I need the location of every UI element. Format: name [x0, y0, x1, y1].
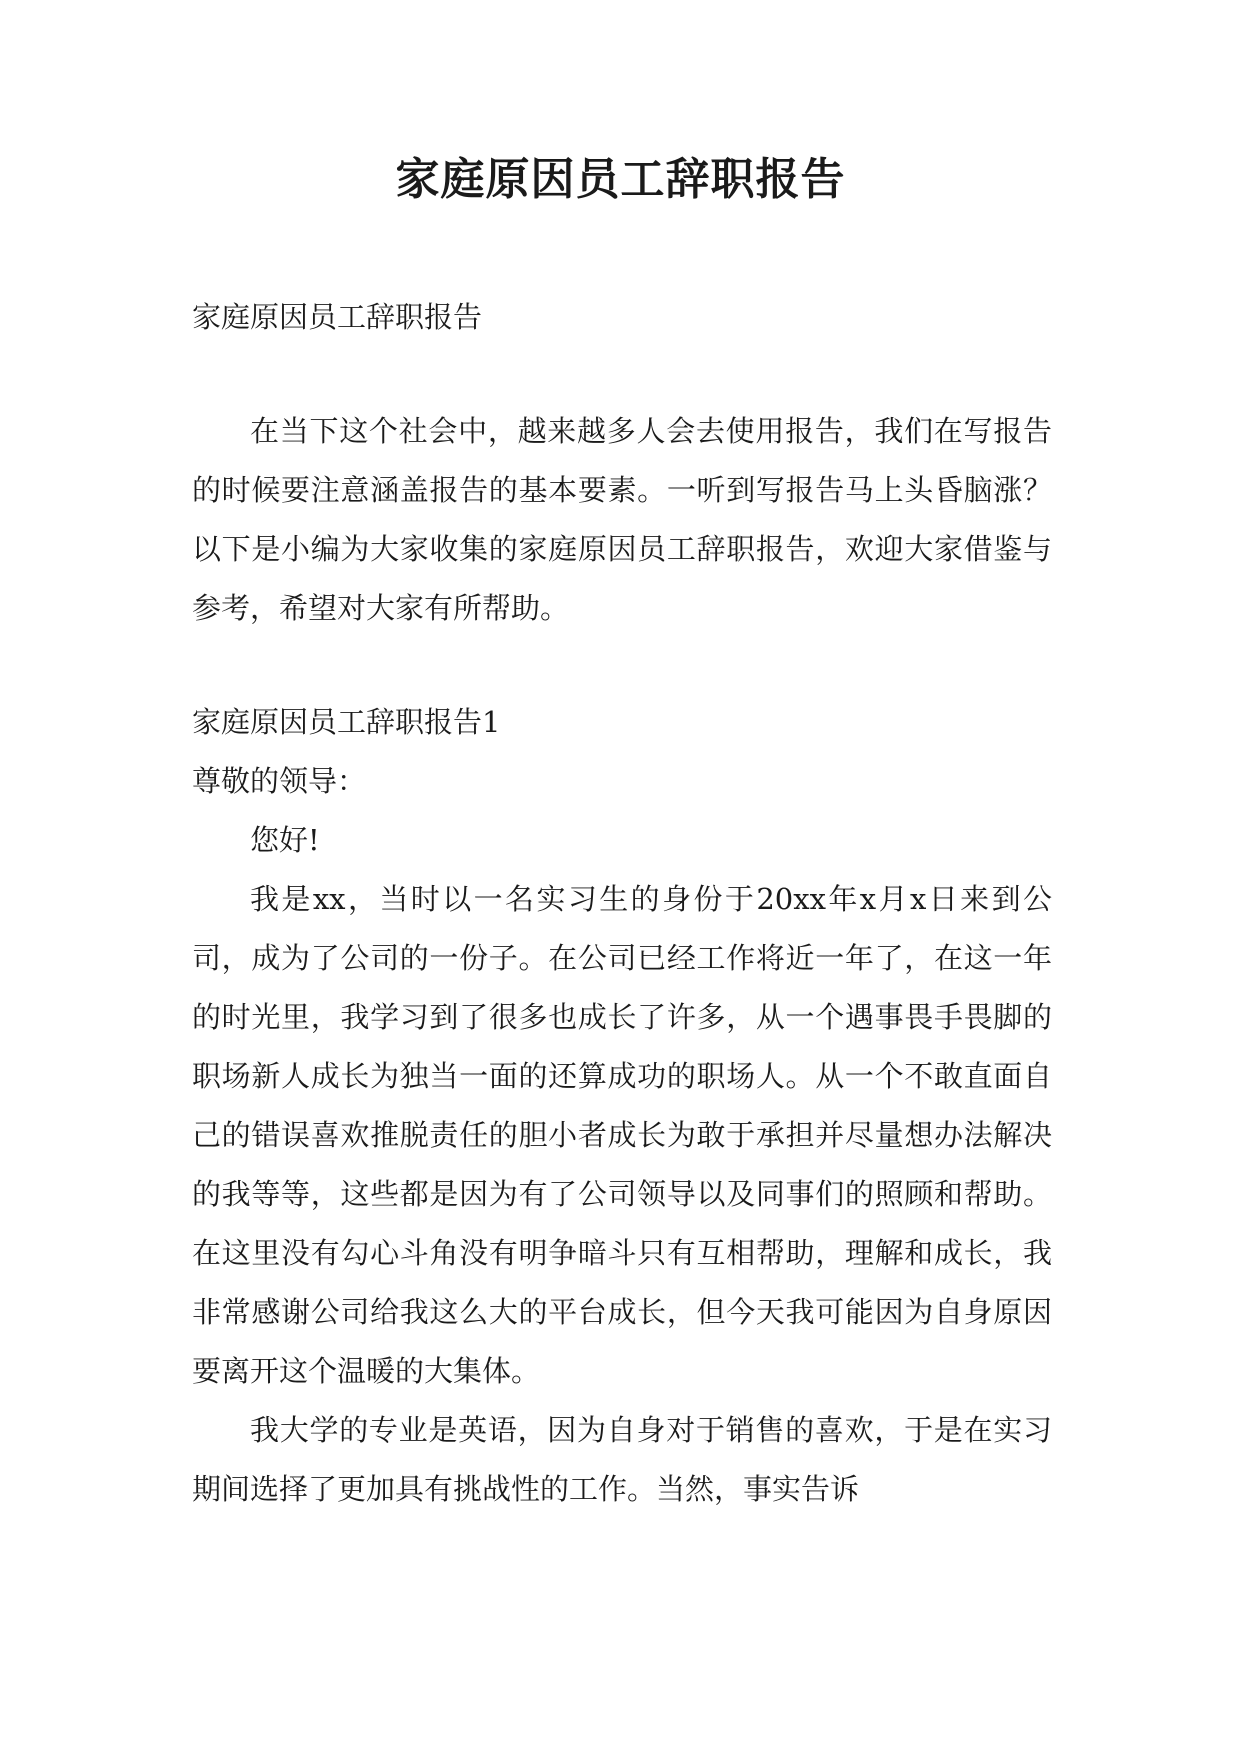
spacer — [192, 638, 1052, 693]
spacer — [192, 347, 1052, 402]
document-title: 家庭原因员工辞职报告 — [395, 154, 846, 205]
greeting: 您好! — [250, 823, 320, 857]
document-subtitle: 家庭原因员工辞职报告 — [192, 300, 483, 334]
intro-paragraph: 在当下这个社会中，越来越多人会去使用报告，我们在写报告的时候要注意涵盖报告的基本要素。一听到写报告马上头昏脑涨？以下是小编为大家收集的家庭原因员工辞职报告，欢迎大家借鉴与参考，希望对大家有所帮助。 — [192, 414, 1052, 625]
body-paragraph: 我是xx，当时以一名实习生的身份于20xx年x月x日来到公司，成为了公司的一份子。在公司已经工作将近一年了，在这一年的时光里，我学习到了很多也成长了许多，从一个遇事畏手畏脚的职场新人成长为独当一面的还算成功的职场人。从一个不敢直面自己的错误喜欢推脱责任的胆小者成长为敢于承担并尽量想办法解决的我等等，这些都是因为有了公司领导以及同事们的照顾和帮助。在这里没有勾心斗角没有明争暗斗只有互相帮助，理解和成长，我非常感谢公司给我这么大的平台成长，但今天我可能因为自身原因要离开这个温暖的大集体。 — [192, 882, 1052, 1388]
salutation: 尊敬的领导： — [192, 764, 367, 798]
body-paragraph: 我大学的专业是英语，因为自身对于销售的喜欢，于是在实习期间选择了更加具有挑战性的工作。当然，事实告诉 — [192, 1413, 1052, 1506]
section-heading: 家庭原因员工辞职报告1 — [192, 705, 501, 739]
document-body — [192, 288, 1052, 1519]
